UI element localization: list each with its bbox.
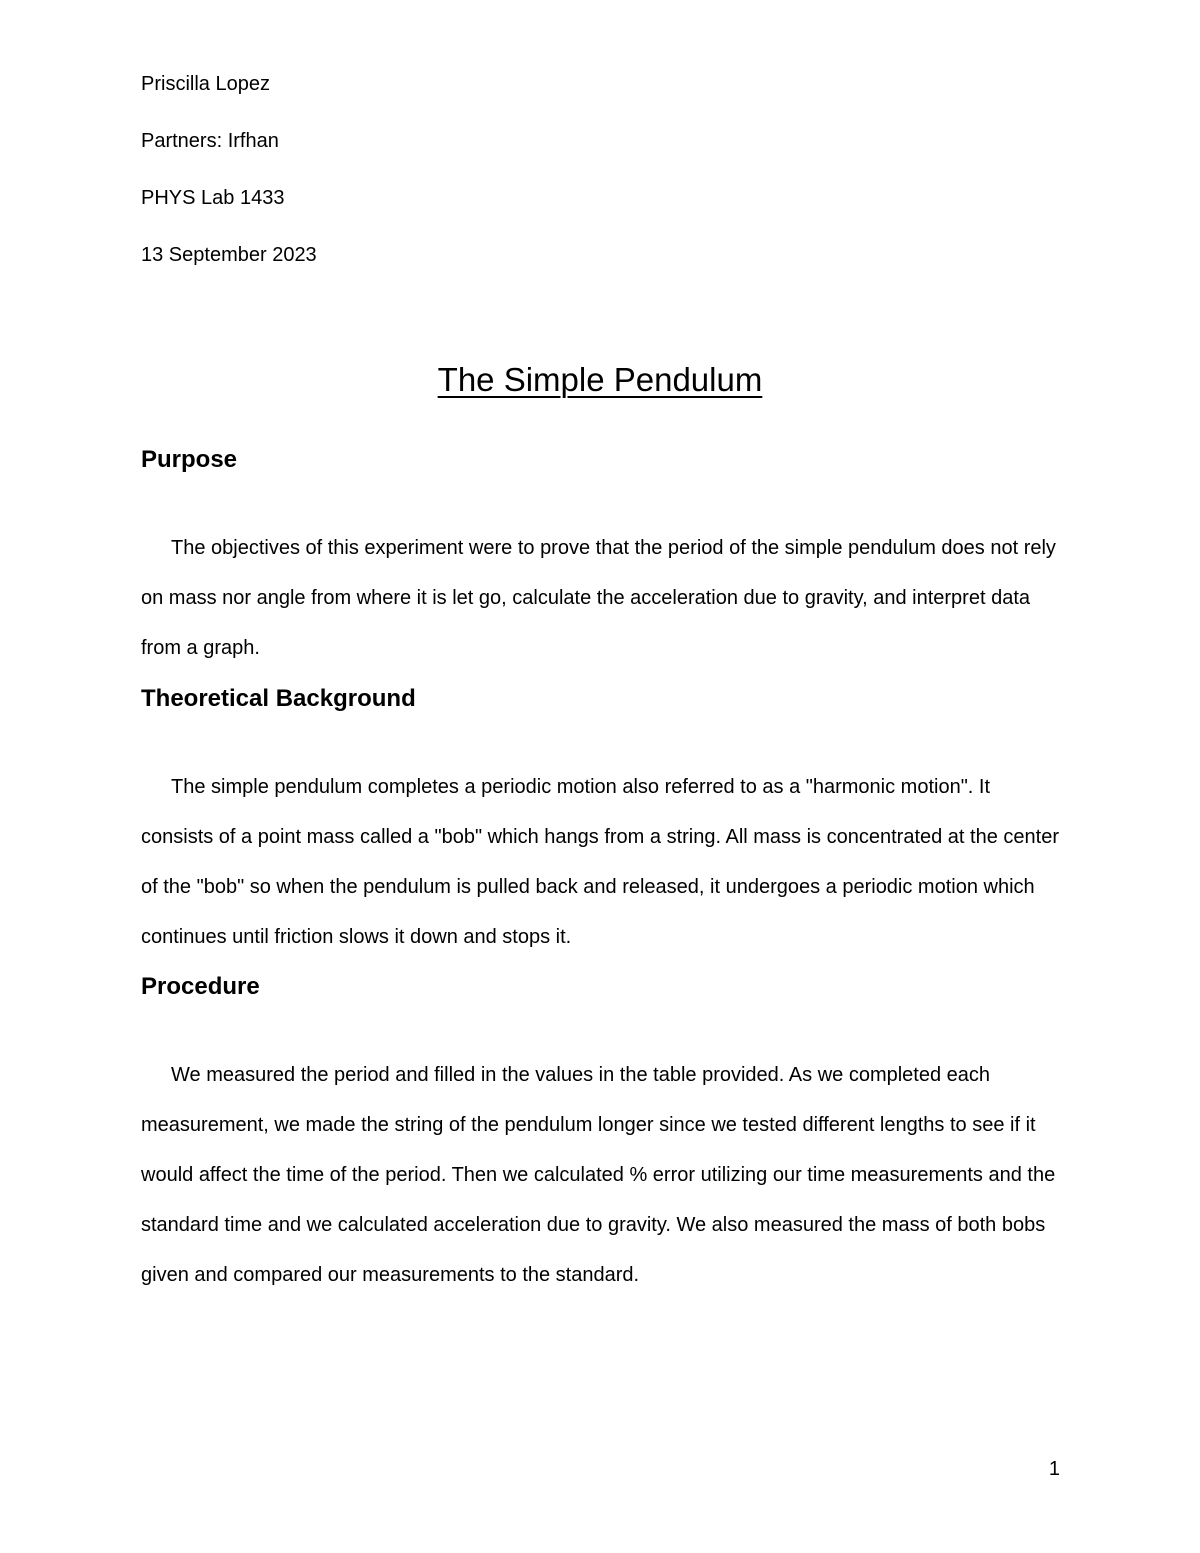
theory-paragraph: The simple pendulum completes a periodic motion also referred to as a "harmonic motion". It consists of a point mass called a "bob" which hangs from a string. All mass is concentrated at the center of the "bob" so when the pendulum is pulled back and released, it undergoes a periodic motion which continues until friction slows it down and stops it. bbox=[141, 776, 1059, 948]
date-line: 13 September 2023 bbox=[141, 244, 317, 266]
theory-heading: Theoretical Background bbox=[141, 685, 416, 712]
document-title: The Simple Pendulum bbox=[437, 361, 763, 398]
procedure-heading: Procedure bbox=[141, 973, 260, 1000]
partners-line: Partners: Irfhan bbox=[141, 130, 279, 152]
purpose-paragraph: The objectives of this experiment were to prove that the period of the simple pendulum does not rely on mass nor angle from where it is let go, calculate the acceleration due to gravity, and interpret data from a graph. bbox=[141, 537, 1056, 659]
course-line: PHYS Lab 1433 bbox=[141, 187, 285, 209]
author-name: Priscilla Lopez bbox=[141, 73, 270, 95]
page-number: 1 bbox=[1048, 1458, 1060, 1480]
procedure-paragraph: We measured the period and filled in the values in the table provided. As we completed each measurement, we made the string of the pendulum longer since we tested different lengths to see if it would affect the time of the period. Then we calculated % error utilizing our time measurements and the standard time and we calculated acceleration due to gravity. We also measured the mass of both bobs given and compared our measurements to the standard. bbox=[141, 1064, 1056, 1286]
purpose-heading: Purpose bbox=[141, 446, 238, 473]
